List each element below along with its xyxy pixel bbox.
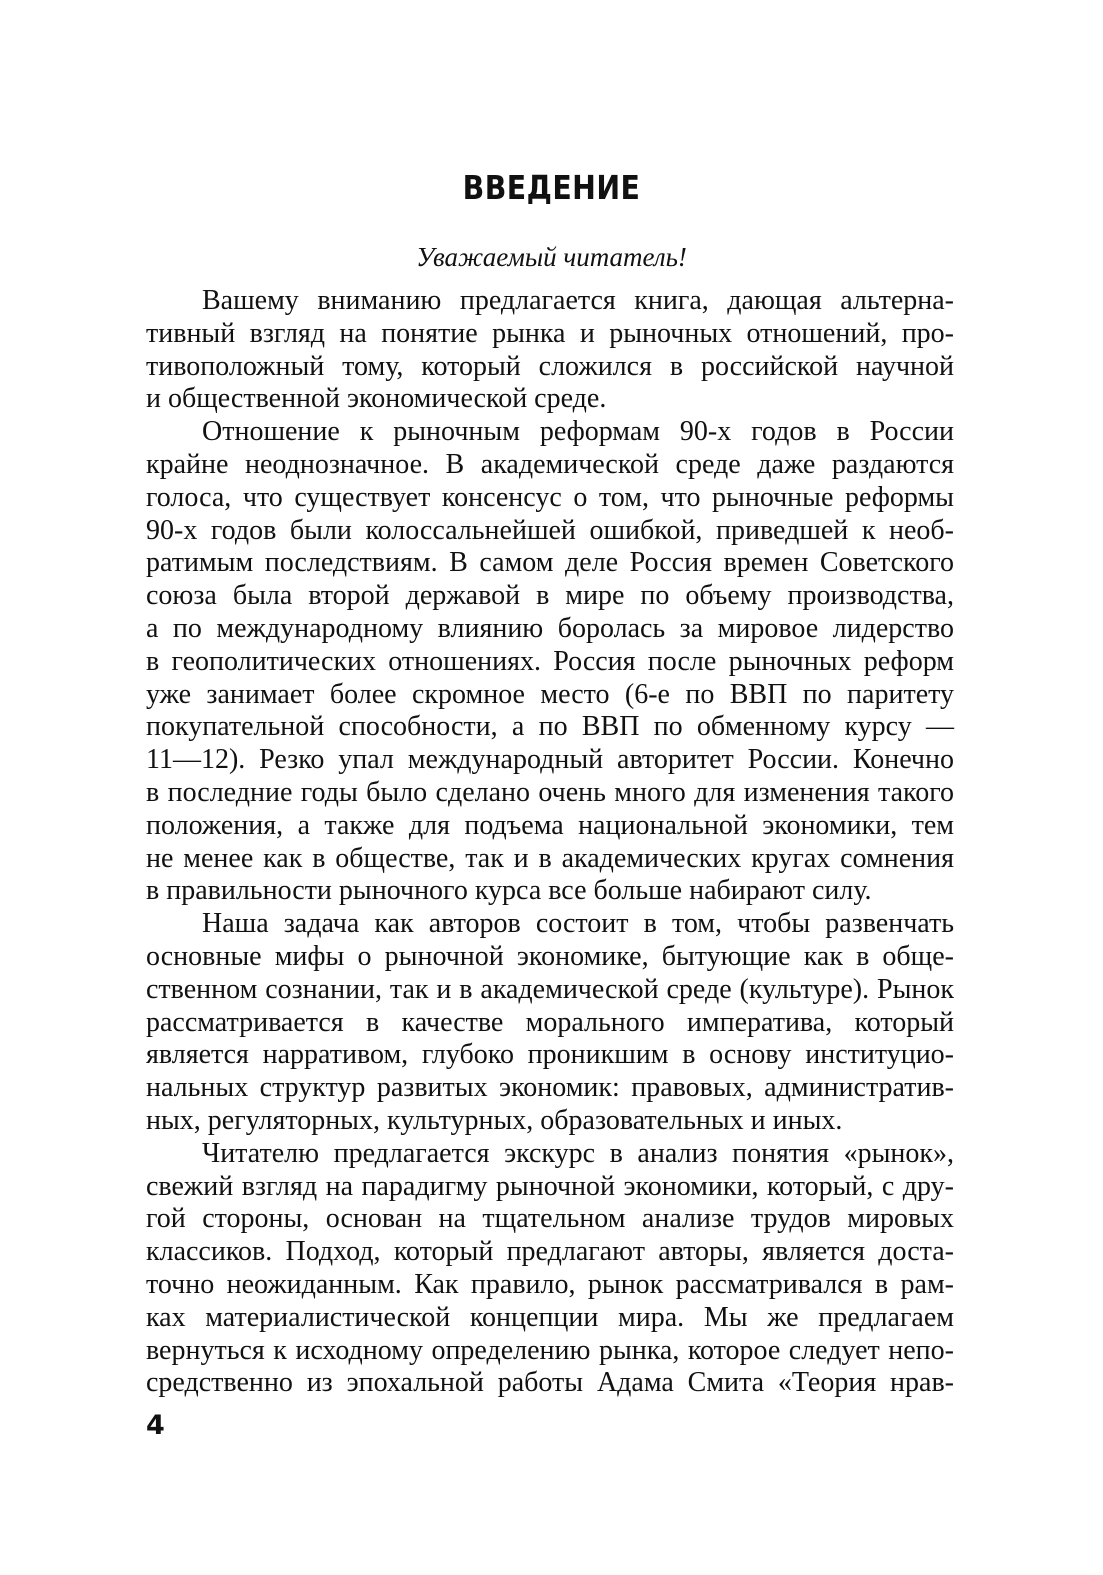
text-line: ратимым последствиям. В самом деле Россия времен Советского: [146, 547, 954, 579]
text-line: ках материалистической концепции мира. Мы же предлагаем: [146, 1301, 954, 1333]
text-line: голоса, что существует консенсус о том, что рыночные реформы: [146, 481, 954, 513]
text-line: а по международному влиянию боролась за мировое лидерство: [146, 612, 954, 644]
text-line: не менее как в обществе, так и в академических кругах сомнения: [146, 842, 954, 874]
text-line: Читателю предлагается экскурс в анализ понятия «рынок»,: [202, 1137, 954, 1169]
text-line: свежий взгляд на парадигму рыночной экономики, который, с дру-: [146, 1170, 954, 1202]
body-text: [146, 285, 954, 1400]
text-line: Наша задача как авторов состоит в том, чтобы развенчать: [202, 908, 954, 940]
text-line: 11—12). Резко упал международный авторитет России. Конечно: [146, 744, 954, 776]
text-line: тивный взгляд на понятие рынка и рыночных отношений, про-: [146, 317, 954, 349]
text-line: нальных структур развитых экономик: правовых, административ-: [146, 1072, 954, 1104]
text-line: ственном сознании, так и в академической среде (культуре). Рынок: [146, 973, 954, 1005]
text-line: союза была второй державой в мире по объему производства,: [146, 580, 954, 612]
text-line: покупательной способности, а по ВВП по обменному курсу —: [146, 711, 954, 743]
text-line: в последние годы было сделано очень много для изменения такого: [146, 776, 954, 808]
text-line: является нарративом, глубоко проникшим в основу институцио-: [146, 1039, 954, 1071]
text-line: основные мифы о рыночной экономике, бытующие как в обще-: [146, 940, 954, 972]
text-line: в правильности рыночного курса все больше набирают силу.: [146, 875, 872, 907]
text-line: в геополитических отношениях. Россия после рыночных реформ: [146, 645, 954, 677]
text-line: гой стороны, основан на тщательном анализе трудов мировых: [146, 1203, 954, 1235]
text-line: классиков. Подход, который предлагают авторы, является доста-: [146, 1236, 954, 1268]
text-line: тивоположный тому, который сложился в российской научной: [146, 350, 954, 382]
text-line: точно неожиданным. Как правило, рынок рассматривался в рам-: [146, 1268, 954, 1300]
salutation: Уважаемый читатель!: [416, 242, 687, 272]
text-line: средственно из эпохальной работы Адама Смита «Теория нрав-: [146, 1367, 954, 1399]
text-line: крайне неоднозначное. В академической среде даже раздаются: [146, 448, 954, 480]
text-line: ных, регуляторных, культурных, образовательных и иных.: [146, 1104, 843, 1136]
page-number: 4: [146, 1410, 165, 1441]
text-line: Вашему вниманию предлагается книга, дающая альтерна-: [202, 285, 954, 316]
text-line: уже занимает более скромное место (6-е по ВВП по паритету: [146, 678, 954, 710]
text-line: и общественной экономической среде.: [146, 383, 607, 415]
text-line: Отношение к рыночным реформам 90-х годов в России: [202, 416, 954, 448]
text-line: 90-х годов были колоссальнейшей ошибкой, приведшей к необ-: [146, 514, 954, 546]
text-line: вернуться к исходному определению рынка, которое следует непо-: [146, 1334, 954, 1366]
text-line: положения, а также для подъема национальной экономики, тем: [146, 809, 954, 841]
text-line: рассматривается в качестве морального императива, который: [146, 1006, 954, 1038]
chapter-title: ВВЕДЕНИЕ: [462, 168, 641, 207]
